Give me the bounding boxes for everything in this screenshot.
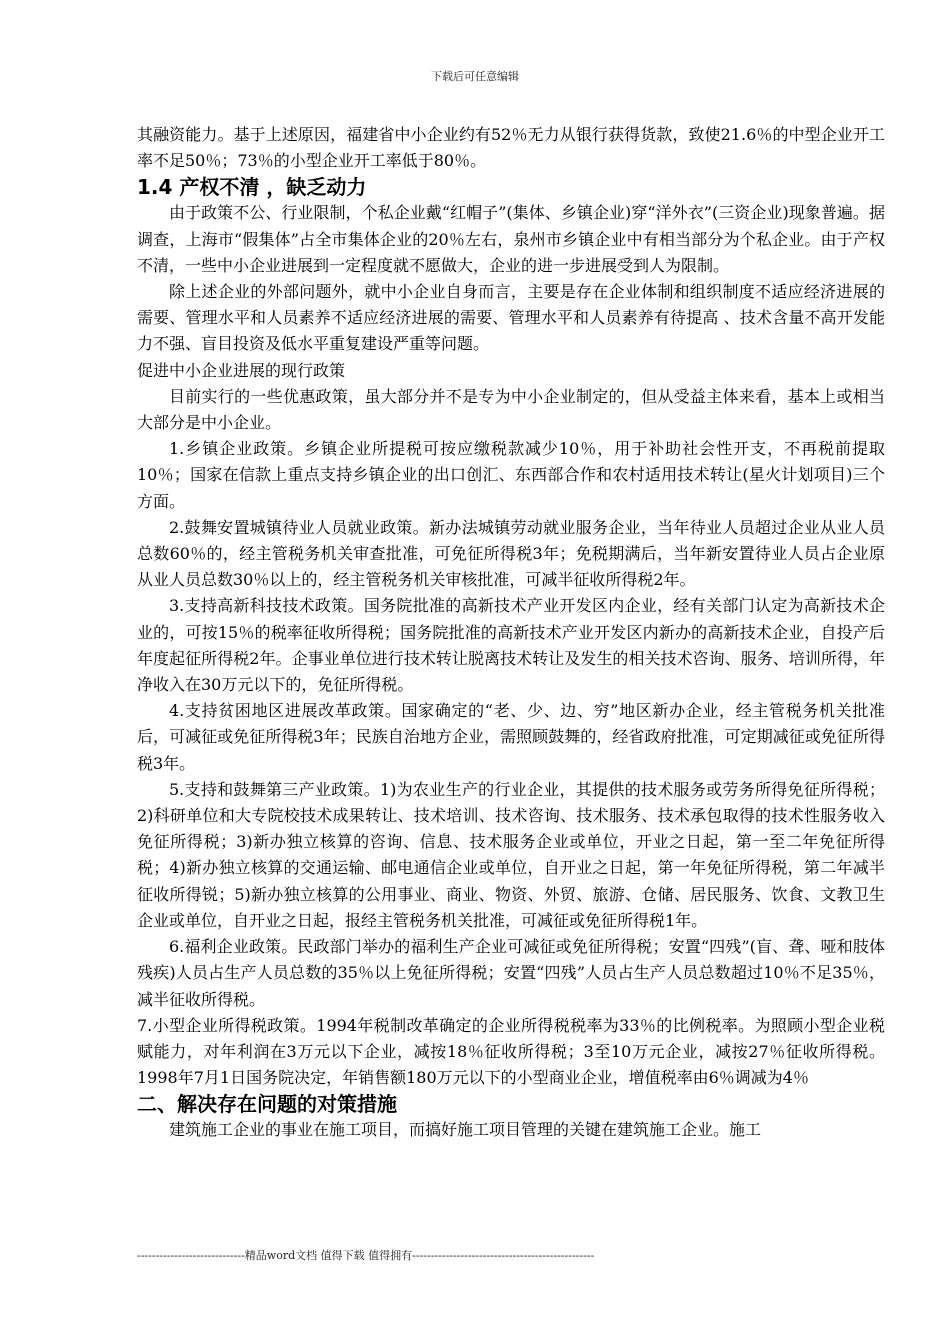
- page-footer: -----------------------------精品word文档 值得下载 值得拥有-------------------------------------------------: [137, 1249, 595, 1262]
- section-heading-2: 二、解决存在问题的对策措施: [137, 1092, 397, 1117]
- paragraph-policy-1: 1.乡镇企业政策。乡镇企业所提税可按应缴税款减少10％，用于补助社会性开支，不再税前提取10％；国家在信款上重点支持乡镇企业的出口创汇、东西部合作和农村适用技术转让(星火计划项目)三个方面。: [137, 439, 885, 511]
- paragraph-policy-7: 7.小型企业所得税政策。1994年税制改革确定的企业所得税税率为33％的比例税率。为照顾小型企业税赋能力，对年利润在3万元以下企业，减按18％征收所得税；3至10万元企业，减按27％征收所得税。1998年7月1日国务院决定，年销售额180万元以下的小型商业企业，增值税率由6％调减为4％: [137, 1015, 885, 1088]
- paragraph-policy-3: 3.支持高新科技技术政策。国务院批准的高新技术产业开发区内企业，经有关部门认定为高新技术企业的，可按15％的税率征收所得税；国务院批准的高新技术产业开发区内新办的高新技术企业，自投产后年度起征所得税2年。企事业单位进行技术转让脱离技术转让及发生的相关技术咨询、服务、培训所得，年净收入在30万元以下的，免征所得税。: [137, 596, 885, 695]
- paragraph-policy-4: 4.支持贫困地区进展改革政策。国家确定的“老、少、边、穷”地区新办企业，经主管税务机关批准后，可减征或免征所得税3年；民族自治地方企业，需照顾鼓舞的，经省政府批准，可定期减征或免征所得税3年。: [137, 701, 885, 773]
- policy-section-title: 促进中小企业进展的现行政策: [137, 360, 346, 380]
- paragraph-policy-5: 5.支持和鼓舞第三产业政策。1)为农业生产的行业企业，其提供的技术服务或劳务所得免征所得税；2)科研单位和大专院校技术成果转让、技术培训、技术咨询、技术服务、技术承包取得的技术性服务收入免征所得税；3)新办独立核算的咨询、信息、技术服务企业或单位，开业之日起，第一至二年免征所得税；4)新办独立核算的交通运输、邮电通信企业或单位，自开业之日起，第一年免征所得税，第二年减半征收所得锐；5)新办独立核算的公用事业、商业、物资、外贸、旅游、仓储、居民服务、饮食、文教卫生企业或单位，自开业之日起，报经主管税务机关批准，可减征或免征所得税1年。: [137, 779, 885, 930]
- paragraph-policy-2: 2.鼓舞安置城镇待业人员就业政策。新办法城镇劳动就业服务企业，当年待业人员超过企业从业人员总数60％的，经主管税务机关审查批准，可免征所得税3年；免税期满后，当年新安置待业人员占企业原从业人员总数30％以上的，经主管税务机关审核批准，可减半征收所得税2年。: [137, 517, 885, 590]
- paragraph-2-a: 建筑施工企业的事业在施工项目，而搞好施工项目管理的关键在建筑施工企业。施工: [169, 1120, 762, 1140]
- paragraph-1-4-b: 除上述企业的外部问题外，就中小企业自身而言，主要是存在企业体制和组织制度不适应经济进展的需要、管理水平和人员素养不适应经济进展的需要、管理水平和人员素养有待提高 、技术含量不高开发能力不强、盲目投资及低水平重复建设严重等问题。: [137, 282, 885, 354]
- section-heading-1-4: 1.4 产权不清 ，缺乏动力: [137, 175, 367, 200]
- page-header: 下载后可任意编辑: [431, 70, 519, 83]
- paragraph-policy-intro: 目前实行的一些优惠政策，虽大部分并不是专为中小企业制定的，但从受益主体来看，基本上或相当大部分是中小企业。: [137, 386, 885, 433]
- paragraph-policy-6: 6.福利企业政策。民政部门举办的福利生产企业可减征或免征所得税；安置“四残”(盲、聋、哑和肢体残疾)人员占生产人员总数的35％以上免征所得税；安置“四残”人员占生产人员总数超过10％不足35％，减半征收所得税。: [137, 937, 885, 1009]
- document-body: [137, 122, 885, 1144]
- paragraph-intro: 其融资能力。基于上述原因，福建省中小企业约有52％无力从银行获得货款，致使21.6％的中型企业开工率不足50％；73％的小型企业开工率低于80％。: [137, 125, 885, 171]
- paragraph-1-4-a: 由于政策不公、行业限制，个私企业戴“红帽子”(集体、乡镇企业)穿“洋外衣”(三资企业)现象普遍。据调查，上海市“假集体”占全市集体企业的20％左右，泉州市乡镇企业中有相当部分为个私企业。由于产权不清，一些中小企业进展到一定程度就不愿做大，企业的进一步进展受到人为限制。: [137, 203, 885, 275]
